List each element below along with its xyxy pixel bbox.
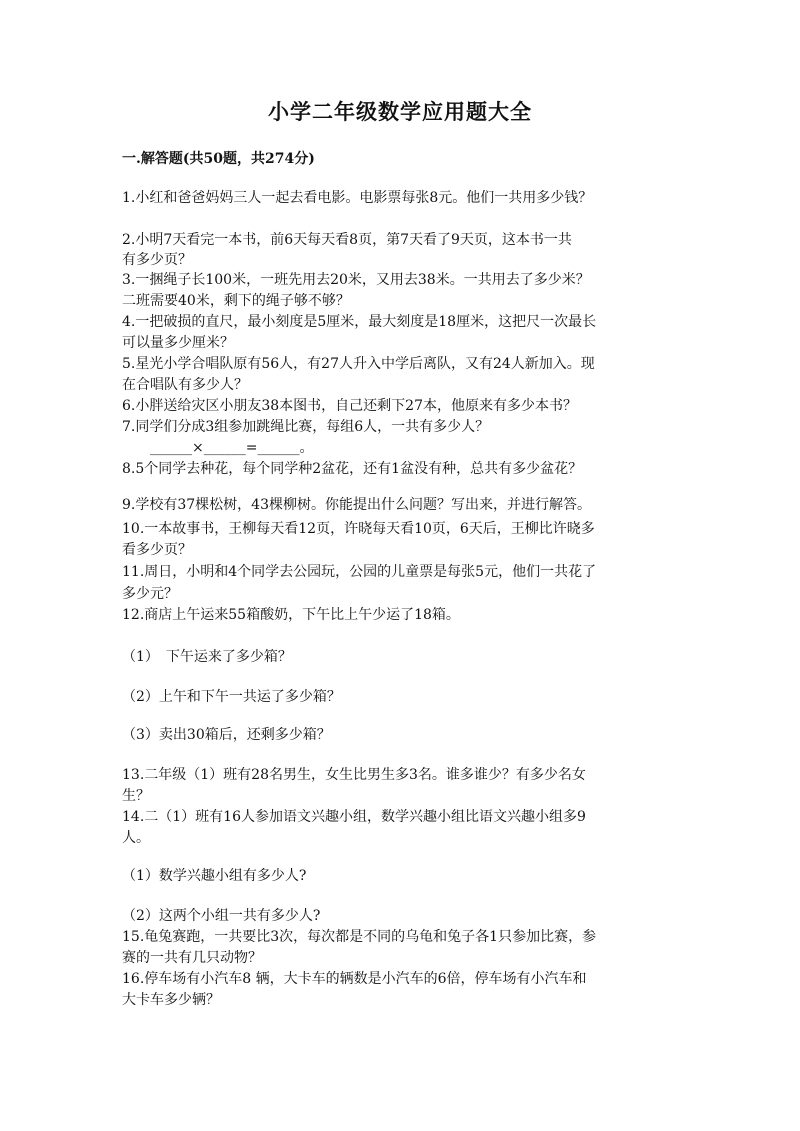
question-14-part-2: （2）这两个小组一共有多少人? bbox=[122, 908, 321, 924]
question-10-line-2: 看多少页？ bbox=[122, 542, 192, 558]
question-4-line-2: 可以量多少厘米？ bbox=[122, 335, 234, 351]
question-1-line-1: 1.小红和爸爸妈妈三人一起去看电影。电影票每张8元。他们一共用多少钱？ bbox=[122, 190, 593, 206]
question-16-line-1: 16.停车场有小汽车8 辆，大卡车的辆数是小汽车的6倍，停车场有小汽车和 bbox=[122, 971, 587, 987]
question-7-line-1: 7.同学们分成3组参加跳绳比赛，每组6人，一共有多少人？ bbox=[122, 419, 490, 435]
question-15-line-2: 赛的一共有几只动物？ bbox=[122, 950, 262, 966]
page-title: 小学二年级数学应用题大全 bbox=[268, 99, 532, 124]
question-12-part-2: （2）上午和下午一共运了多少箱？ bbox=[122, 689, 341, 705]
question-14-part-1: （1）数学兴趣小组有多少人? bbox=[122, 868, 307, 884]
question-6-line-1: 6.小胖送给灾区小朋友38本图书，自己还剩下27本，他原来有多少本书？ bbox=[122, 398, 577, 414]
question-3-line-2: 二班需要40米，剩下的绳子够不够？ bbox=[122, 293, 350, 309]
question-12-part-3: （3）卖出30箱后，还剩多少箱？ bbox=[122, 727, 331, 743]
question-14-line-2: 人。 bbox=[122, 830, 150, 846]
question-7-blank-line: ______×______=______。 bbox=[122, 440, 314, 456]
question-5-line-1: 5.星光小学合唱队原有56人，有27人升入中学后离队，又有24人新加入。现 bbox=[122, 356, 595, 372]
question-5-line-2: 在合唱队有多少人？ bbox=[122, 377, 248, 393]
section-heading: 一.解答题(共50题，共274分) bbox=[122, 151, 315, 167]
question-2-line-2: 有多少页？ bbox=[122, 252, 192, 268]
question-4-line-1: 4.一把破损的直尺，最小刻度是5厘米，最大刻度是18厘米，这把尺一次最长 bbox=[122, 314, 597, 330]
question-12-line-1: 12.商店上午运来55箱酸奶，下午比上午少运了18箱。 bbox=[122, 607, 460, 623]
question-8-line-1: 8.5个同学去种花，每个同学种2盆花，还有1盆没有种，总共有多少盆花？ bbox=[122, 461, 583, 477]
question-10-line-1: 10.一本故事书，王柳每天看12页，许晓每天看10页，6天后，王柳比许晓多 bbox=[122, 521, 595, 537]
question-11-line-1: 11.周日，小明和4个同学去公园玩，公园的儿童票是每张5元，他们一共花了 bbox=[122, 564, 597, 580]
question-16-line-2: 大卡车多少辆？ bbox=[122, 992, 220, 1008]
question-2-line-1: 2.小明7天看完一本书，前6天每天看8页，第7天看了9天页，这本书一共 bbox=[122, 232, 572, 248]
question-13-line-1: 13.二年级（1）班有28名男生，女生比男生多3名。谁多谁少？有多少名女 bbox=[122, 767, 586, 783]
question-9-line-1: 9.学校有37棵松树，43棵柳树。你能提出什么问题？写出来，并进行解答。 bbox=[122, 497, 591, 513]
question-3-line-1: 3.一捆绳子长100米，一班先用去20米，又用去38米。一共用去了多少米？ bbox=[122, 272, 590, 288]
question-11-line-2: 多少元？ bbox=[122, 586, 178, 602]
question-15-line-1: 15.龟兔赛跑，一共要比3次，每次都是不同的乌龟和兔子各1只参加比赛，参 bbox=[122, 929, 597, 945]
question-14-line-1: 14.二（1）班有16人参加语文兴趣小组，数学兴趣小组比语文兴趣小组多9 bbox=[122, 809, 586, 825]
question-13-line-2: 生？ bbox=[122, 788, 150, 804]
question-12-part-1: （1） 下午运来了多少箱？ bbox=[122, 649, 292, 665]
